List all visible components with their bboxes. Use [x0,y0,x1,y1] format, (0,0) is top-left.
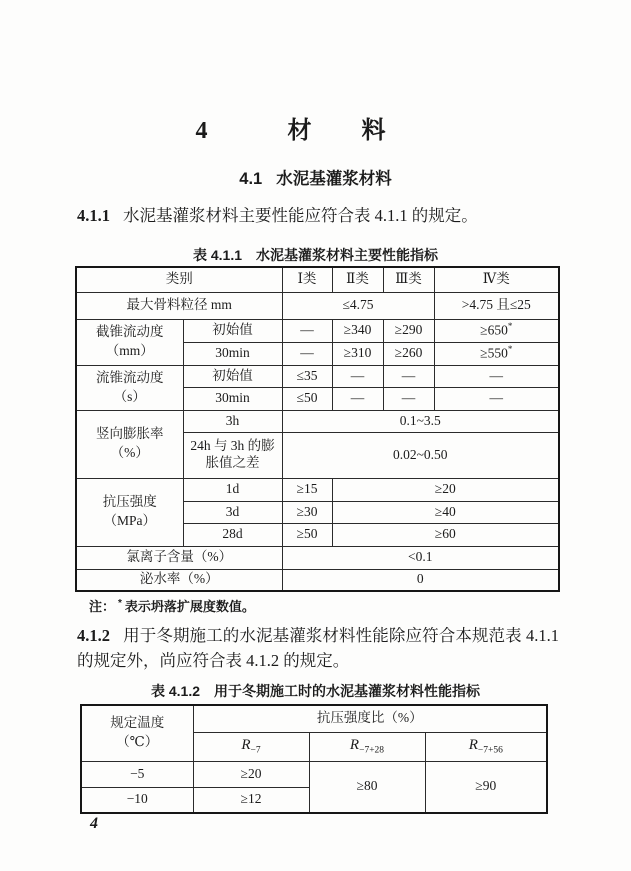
t1-funnel-flow-label: 流锥流动度 [96,369,164,385]
t1-strength-label: 抗压强度 [102,494,157,510]
t1-header-class3: Ⅲ类 [383,267,434,292]
t1-header-row [76,267,559,292]
t1-row-chloride [76,546,559,569]
t1-strength-1d-rest: ≥20 [332,478,559,501]
t1-funnel-30min-label: 30min [183,387,282,410]
t1-funnel-initial-c2: — [332,365,383,387]
t1-cone-30min-c2: ≥310 [332,342,383,365]
t1-cone-initial-c1: — [282,319,332,342]
t2-r7-minus10: ≥12 [193,787,309,813]
t1-cone-30min-c4-value: ≥550 [480,345,508,361]
t1-expansion-diff-label: 24h 与 3h 的膨胀值之差 [183,432,282,478]
table-4-1-2-caption: 表 4.1.2 用于冬期施工时的水泥基灌浆材料性能指标 [150,683,481,699]
r-symbol: R [241,736,251,753]
t2-temp-header [81,705,193,761]
t1-cone-initial-c4-value: ≥650 [480,322,508,338]
t1-cone-initial-c4 [434,319,559,342]
t1-funnel-initial-c3: — [383,365,434,387]
t2-r7-minus5: ≥20 [193,761,309,787]
t1-strength-3d-rest: ≥40 [332,501,559,523]
section-heading [0,165,631,189]
t2-r7-56-value: ≥90 [425,761,547,813]
t2-ratio-header: 抗压强度比（%） [193,705,547,732]
t1-funnel-30min-c2: — [332,387,383,410]
t1-max-aggregate-value-4: >4.75 且≤25 [434,292,559,319]
asterisk-superscript: * [507,344,513,355]
t1-cone-initial-c3: ≥290 [383,319,434,342]
chapter-title-text: 材料 [287,118,436,144]
t2-temp-unit: （℃） [116,734,159,750]
t1-chloride-label: 氯离子含量（%） [76,546,282,569]
t1-funnel-flow-unit: （s） [113,388,146,404]
t2-header-row-1 [81,705,547,732]
t1-strength-1d-label: 1d [183,478,282,501]
asterisk-marker: * [118,597,122,609]
clause-4-1-1-text: 水泥基灌浆材料主要性能应符合表 4.1.1 的规定。 [123,206,478,225]
t1-funnel-initial-c1: ≤35 [282,365,332,387]
t1-expansion-diff-value: 0.02~0.50 [282,432,559,478]
t1-strength-1d-c1: ≥15 [282,478,332,501]
t1-cone-flow-label: 截锥流动度 [96,324,164,340]
chapter-number: 4 [195,118,208,144]
t1-strength-28d-label: 28d [183,523,282,546]
note-text: 表示坍落扩展度数值。 [124,599,255,614]
t1-row-cone-initial [76,319,559,342]
t1-row-strength-1d [76,478,559,501]
table-4-1-1-caption: 表 4.1.1 水泥基灌浆材料主要性能指标 [192,247,439,263]
t1-bleeding-value: 0 [282,569,559,591]
t1-header-class4: Ⅳ类 [434,267,559,292]
r-subscript: −7 [250,745,261,756]
t1-header-class2: Ⅱ类 [332,267,383,292]
t1-header-class1: Ⅰ类 [282,267,332,292]
t2-r7-28-value: ≥80 [309,761,425,813]
t1-cone-flow-unit: （mm） [105,343,154,358]
r-symbol: R [349,736,360,753]
clause-4-1-2-number: 4.1.2 [77,626,110,645]
t1-chloride-value: <0.1 [282,546,559,569]
t1-cone-30min-c4 [434,342,559,365]
t1-max-aggregate-value-1to3: ≤4.75 [282,292,434,319]
page-number: 4 [90,815,98,832]
t1-strength-28d-c1: ≥50 [282,523,332,546]
t1-group-funnel-flow [76,365,183,410]
t1-group-cone-flow [76,319,183,365]
t2-temp-minus5: −5 [81,761,193,787]
note-prefix: 注： [89,599,116,614]
t1-strength-28d-rest: ≥60 [332,523,559,546]
section-number: 4.1 [239,170,263,188]
t2-row-minus5 [81,761,547,787]
t1-max-aggregate-label: 最大骨料粒径 mm [76,292,282,319]
asterisk-superscript: * [507,321,513,332]
t1-group-expansion [76,410,183,478]
t1-cone-initial-label: 初始值 [183,319,282,342]
table-4-1-1 [75,266,560,592]
r-subscript: −7+28 [359,745,385,756]
t2-col-r7-28 [309,732,425,761]
r-symbol: R [468,736,478,753]
t1-cone-30min-c3: ≥260 [383,342,434,365]
t1-funnel-initial-label: 初始值 [183,365,282,387]
r-subscript: −7+56 [477,745,503,756]
t1-funnel-initial-c4: — [434,365,559,387]
t1-expansion-unit: （%） [110,445,149,460]
t1-expansion-3h-value: 0.1~3.5 [282,410,559,432]
t2-temp-minus10: −10 [81,787,193,813]
table-4-1-2 [80,704,548,814]
t1-expansion-label: 竖向膨胀率 [96,426,164,442]
table-note [89,596,255,615]
t1-cone-30min-c1: — [282,342,332,365]
t1-expansion-3h-label: 3h [183,410,282,432]
t1-strength-unit: （MPa） [103,513,156,528]
t2-col-r7 [193,732,309,761]
t1-funnel-30min-c4: — [434,387,559,410]
t1-bleeding-label: 泌水率（%） [76,569,282,591]
t2-col-r7-56 [425,732,547,761]
t1-cone-initial-c2: ≥340 [332,319,383,342]
t1-row-max-aggregate [76,292,559,319]
t2-temp-label: 规定温度 [110,715,165,731]
t1-funnel-30min-c1: ≤50 [282,387,332,410]
t1-strength-3d-c1: ≥30 [282,501,332,523]
chapter-title [0,110,631,145]
t1-funnel-30min-c3: — [383,387,434,410]
t1-header-category: 类别 [76,267,282,292]
clause-4-1-2-text: 用于冬期施工的水泥基灌浆材料性能除应符合本规范表 4.1.1 的规定外，尚应符合表 4.1.2 的规定。 [77,626,559,670]
t1-row-funnel-initial [76,365,559,387]
section-title-text: 水泥基灌浆材料 [276,170,392,188]
clause-4-1-2 [77,623,559,673]
t1-row-bleeding [76,569,559,591]
t1-strength-3d-label: 3d [183,501,282,523]
t1-group-strength [76,478,183,546]
clause-4-1-1 [77,203,559,228]
t1-row-expansion-3h [76,410,559,432]
t1-cone-30min-label: 30min [183,342,282,365]
clause-4-1-1-number: 4.1.1 [77,206,110,225]
